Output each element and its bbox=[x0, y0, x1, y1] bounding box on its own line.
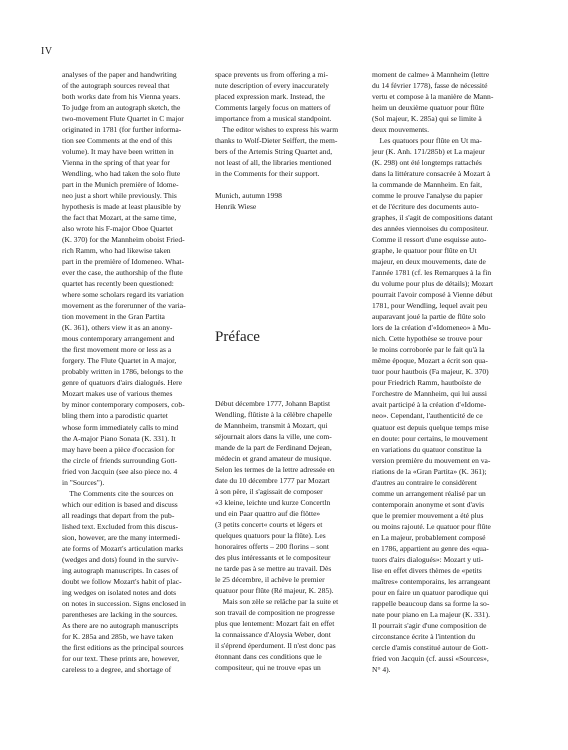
text-line: hypothesis is made at least plausible by bbox=[62, 202, 182, 212]
text-line: en variations du quatuor constitue la bbox=[372, 444, 482, 454]
text-line: Selon les termes de la lettre adressée en bbox=[215, 465, 335, 475]
text-line: pour Friedrich Ramm, hautboïste de bbox=[372, 378, 482, 388]
text-line: (K. 361), others view it as an anony- bbox=[62, 323, 173, 333]
text-line: for K. 285a and 285b, we have taken bbox=[62, 631, 174, 641]
text-line: graphes, il s'agit de compositions datant bbox=[372, 213, 493, 223]
text-line: (K. 370) for the Mannheim oboist Fried- bbox=[62, 235, 185, 245]
text-line: tuor pour hautbois (Fa majeur, K. 370) bbox=[372, 367, 489, 377]
text-line: médecin et grand amateur de musique. bbox=[215, 454, 332, 464]
text-line: (3 petits concert« courts et légers et bbox=[215, 520, 323, 530]
text-line: sion, however, are the many intermedi- bbox=[62, 532, 181, 542]
text-line: As there are no autograph manuscripts bbox=[62, 620, 179, 630]
text-line: space prevents us from offering a mi- bbox=[215, 70, 329, 79]
french-preface-column-1 bbox=[215, 398, 365, 673]
french-preface-column-2 bbox=[372, 69, 522, 675]
text-line: which our edition is based and discuss bbox=[62, 499, 178, 509]
text-line: Comments largely focus on matters of bbox=[215, 103, 331, 113]
text-line: majeur, en deux mouvements, date de bbox=[372, 257, 486, 267]
text-line: quelques quatuors pour la flûte). Les bbox=[215, 531, 326, 541]
text-line: the circle of friends surrounding Gott- bbox=[62, 455, 178, 465]
text-line: quatuor pour flûte (Ré majeur, K. 285). bbox=[215, 586, 334, 596]
text-line: not least of all, the libraries mentioned bbox=[215, 158, 332, 168]
text-line: la commande de Mannheim. En fait, bbox=[372, 180, 483, 190]
text-line: honoraires offerts – 200 florins – sont bbox=[215, 542, 329, 552]
english-preface-column-1 bbox=[62, 69, 214, 675]
text-line: Wendling, flûtiste à la célèbre chapelle bbox=[215, 410, 333, 420]
text-line: the first editions as the principal sources bbox=[62, 642, 184, 652]
text-line: Mozart makes use of various themes bbox=[62, 389, 173, 399]
text-line: même époque, Mozart a écrit son qua- bbox=[372, 356, 488, 366]
text-line: Munich, autumn 1998 bbox=[215, 191, 282, 201]
text-line: maîtres» contemporains, les arrangeant bbox=[372, 576, 491, 586]
text-line: quatuor est depuis quelque temps mise bbox=[372, 422, 489, 432]
text-line: d'autres au contraire le considèrent bbox=[372, 477, 477, 487]
text-line: Mais son zèle se relâche par la suite et bbox=[215, 597, 339, 607]
text-line: Wendling, who had taken the solo flute bbox=[62, 169, 181, 179]
text-line: fried von Jacquin (see also piece no. 4 bbox=[62, 466, 178, 476]
text-line: avait participé à la création d'«Idome- bbox=[372, 400, 487, 410]
text-line: (K. 298) ont été longtemps rattachés bbox=[372, 158, 482, 168]
text-line: des plus intéressants et le compositeur bbox=[215, 553, 331, 563]
text-line: l'orchestre de Mannheim, qui lui aussi bbox=[372, 389, 487, 399]
text-line: comme le prouve l'analyse du papier bbox=[372, 191, 483, 201]
text-line: jeur (K. Anh. 171/285b) et La majeur bbox=[372, 147, 485, 157]
text-line: pourrait l'avoir composé à Vienne début bbox=[372, 290, 493, 300]
text-line: may have been a pièce d'occasion for bbox=[62, 444, 175, 454]
text-line: cercle d'amis constitué autour de Gott- bbox=[372, 642, 489, 652]
text-line: The editor wishes to express his warm bbox=[215, 125, 339, 135]
text-line: mande de la part de Ferdinand Dejean, bbox=[215, 443, 332, 453]
text-line: son travail de composition ne progresse bbox=[215, 608, 335, 618]
text-line: Vienna in the spring of that year for bbox=[62, 158, 170, 168]
text-line: version première du mouvement en va- bbox=[372, 455, 491, 465]
text-line: probably written in 1786, belongs to the bbox=[62, 367, 183, 377]
text-line: tion see Comments at the end of this bbox=[62, 136, 173, 146]
text-line: importance from a musical standpoint. bbox=[215, 114, 332, 124]
text-line: rich Ramm, who had likewise taken bbox=[62, 246, 171, 256]
text-line: nich. Cette hypothèse se trouve pour bbox=[372, 334, 483, 344]
text-line: neo just a short while previously. This bbox=[62, 191, 177, 201]
text-line: the fact that Mozart, at the same time, bbox=[62, 213, 177, 223]
text-line: placed expression mark. Instead, the bbox=[215, 92, 325, 102]
text-line: tuors d'airs dialogués»: Mozart y uti- bbox=[372, 554, 484, 564]
text-line: riations de la «Gran Partita» (K. 361); bbox=[372, 466, 487, 476]
text-line: N° 4). bbox=[372, 664, 391, 674]
text-line: for our text. These prints are, however, bbox=[62, 653, 180, 663]
text-line: il s'éprend éperdument. Il n'est donc pas bbox=[215, 641, 336, 651]
text-line: en 1786, appartient au genre des «qua- bbox=[372, 543, 489, 553]
text-line: ing wedges on isolated notes and dots bbox=[62, 587, 177, 597]
text-line: (wedges and dots) found in the surviv- bbox=[62, 554, 179, 564]
text-line: contemporain anonyme et sont d'avis bbox=[372, 499, 485, 509]
text-line: doubt we follow Mozart's habit of plac- bbox=[62, 576, 182, 586]
text-line: part in the Munich première of Idome- bbox=[62, 180, 179, 190]
text-line: de Mannheim, transmit à Mozart, qui bbox=[215, 421, 328, 431]
text-line: also wrote his F-major Oboe Quartet bbox=[62, 224, 173, 234]
text-line: la connaissance d'Aloysia Weber, dont bbox=[215, 630, 331, 640]
text-line: in "Sources"). bbox=[62, 477, 105, 487]
text-line: l'année 1781 (cf. les Remarques à la fin bbox=[372, 268, 492, 278]
text-line: ever the case, the authorship of the flute bbox=[62, 268, 183, 278]
page-number: IV bbox=[41, 46, 53, 57]
text-line: moment de calme» à Mannheim (lettre bbox=[372, 70, 490, 79]
text-line bbox=[215, 179, 365, 190]
text-line: comme un arrangement réalisé par un bbox=[372, 488, 486, 498]
text-line: plus que lentement: Mozart fait en effet bbox=[215, 619, 335, 629]
text-line: the first movement more or less as a bbox=[62, 345, 172, 355]
text-line: The Comments cite the sources on bbox=[62, 488, 174, 498]
text-line: auparavant joué la partie de flûte solo bbox=[372, 312, 486, 322]
text-line: genre of quatuors d'airs dialogués. Here bbox=[62, 378, 182, 388]
text-line: movement as the forerunner of the varia- bbox=[62, 301, 186, 311]
text-line: careless to a degree, and shortage of bbox=[62, 664, 172, 674]
text-line: que le premier mouvement a été plus bbox=[372, 510, 484, 520]
text-line: ne tarde pas à se mettre au travail. Dès bbox=[215, 564, 332, 574]
text-line: graphe, le quatuor pour flûte en Ut bbox=[372, 246, 477, 256]
text-line: in the Comments for their support. bbox=[215, 169, 320, 179]
english-preface-column-2 bbox=[215, 69, 365, 212]
text-line: where some scholars regard its variation bbox=[62, 290, 184, 300]
text-line: «3 kleine, leichte und kurze Concertln bbox=[215, 498, 331, 508]
text-line: part in the première of Idomeneo. What- bbox=[62, 257, 185, 267]
text-line: Henrik Wiese bbox=[215, 202, 257, 212]
text-line: ing autograph manuscripts. In cases of bbox=[62, 565, 179, 575]
text-line: lors de la création d'«Idomeneo» à Mu- bbox=[372, 323, 491, 333]
text-line: fried von Jacquin (cf. aussi «Sources», bbox=[372, 653, 489, 663]
text-line: forgery. The Flute Quartet in A major, bbox=[62, 356, 177, 366]
text-line: à son père, il s'agissait de composer bbox=[215, 487, 323, 497]
text-line: Comme il ressort d'une esquisse auto- bbox=[372, 235, 487, 245]
text-line: deux mouvements. bbox=[372, 125, 430, 135]
text-line: To judge from an autograph sketch, the bbox=[62, 103, 181, 113]
text-line: circonstance écrite à l'intention du bbox=[372, 631, 476, 641]
text-line: analyses of the paper and handwriting bbox=[62, 70, 177, 79]
text-line: neo». Cependant, l'authenticité de ce bbox=[372, 411, 483, 421]
text-line: pour en faire un quatuor parodique qui bbox=[372, 587, 489, 597]
text-line: nute description of every inaccurately bbox=[215, 81, 329, 91]
text-line: et de l'écriture des documents auto- bbox=[372, 202, 479, 212]
text-line: heim un deuxième quatuor pour flûte bbox=[372, 103, 485, 113]
text-line: Il pourrait s'agir d'une composition de bbox=[372, 620, 487, 630]
text-line: 1781, pour Wendling, lequel avait peu bbox=[372, 301, 488, 311]
text-line: both works date from his Vienna years. bbox=[62, 92, 181, 102]
text-line: le 25 décembre, il achève le premier bbox=[215, 575, 325, 585]
text-line: ate forms of Mozart's articulation marks bbox=[62, 543, 184, 553]
text-line: nate pour piano en La majeur (K. 331). bbox=[372, 609, 490, 619]
text-line: en doute: pour certains, le mouvement bbox=[372, 433, 488, 443]
text-line: the A-major Piano Sonata (K. 331). It bbox=[62, 433, 176, 443]
text-line: du volume pour plus de détails); Mozart bbox=[372, 279, 494, 289]
text-line: lished text. Excluded from this discus- bbox=[62, 521, 179, 531]
text-line: two-movement Flute Quartet in C major bbox=[62, 114, 184, 124]
text-line: Les quatuors pour flûte en Ut ma- bbox=[372, 136, 482, 146]
text-line: tion movement in the Gran Partita bbox=[62, 312, 165, 322]
text-line: volume). It may have been written in bbox=[62, 147, 174, 157]
text-line: parentheses are lacking in the sources. bbox=[62, 609, 178, 619]
text-line: vertu et compose à la manière de Mann- bbox=[372, 92, 494, 102]
text-line: thanks to Wolf-Dieter Seiffert, the mem- bbox=[215, 136, 338, 146]
text-line: rappelle beaucoup dans sa forme la so- bbox=[372, 598, 490, 608]
text-line: originated in 1781 (for further informa- bbox=[62, 125, 182, 135]
text-line: en La majeur, probablement composé bbox=[372, 532, 486, 542]
text-line: mous contemporary arrangement and bbox=[62, 334, 175, 344]
text-line: le moins corroborée par le fait qu'à la bbox=[372, 345, 485, 355]
text-line: lise en effet divers thèmes de «petits bbox=[372, 565, 482, 575]
text-line: all readings that depart from the pub- bbox=[62, 510, 175, 520]
text-line: compositeur, qui ne trouve «pas un bbox=[215, 663, 321, 673]
text-line: (Sol majeur, K. 285a) qui se limite à bbox=[372, 114, 482, 124]
french-preface-heading: Préface bbox=[215, 329, 260, 345]
text-line: ou moins rajouté. Le quatuor pour flûte bbox=[372, 521, 491, 531]
text-line: bers of the Artemis String Quartet and, bbox=[215, 147, 333, 157]
text-line: quartet has recently been questioned: bbox=[62, 279, 174, 289]
text-line: Début décembre 1777, Johann Baptist bbox=[215, 399, 331, 408]
text-line: dans la littérature consacrée à Mozart à bbox=[372, 169, 491, 179]
text-line: whose form immediately calls to mind bbox=[62, 422, 179, 432]
text-line: du 14 février 1778), fasse de nécessité bbox=[372, 81, 488, 91]
text-line: des années viennoises du compositeur. bbox=[372, 224, 489, 234]
text-line: on notes in succession. Signs enclosed in bbox=[62, 598, 186, 608]
text-line: bling them into a parodistic quartet bbox=[62, 411, 168, 421]
text-line: by minor contemporary composers, cob- bbox=[62, 400, 185, 410]
text-line: und ein Paar quattro auf die flötte» bbox=[215, 509, 321, 519]
text-line: date du 10 décembre 1777 par Mozart bbox=[215, 476, 330, 486]
text-line: étonnant dans ces conditions que le bbox=[215, 652, 322, 662]
text-line: of the autograph sources reveal that bbox=[62, 81, 170, 91]
text-line: séjournait alors dans la ville, une com- bbox=[215, 432, 332, 442]
